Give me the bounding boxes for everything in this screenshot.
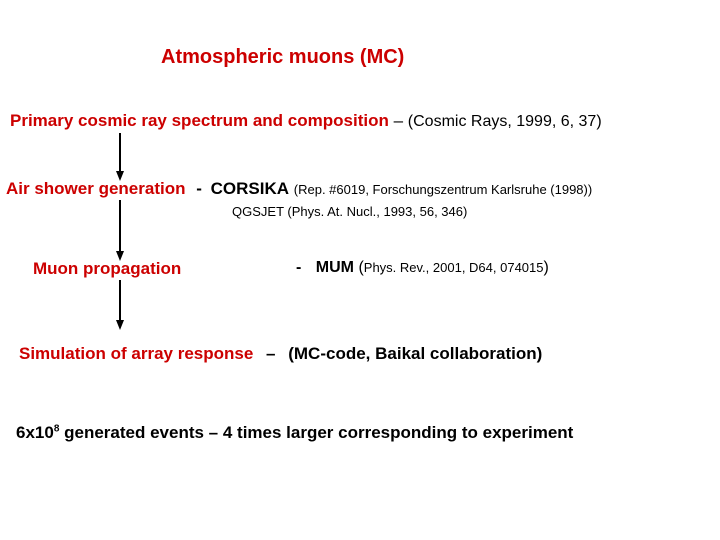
step-code: CORSIKA [210, 179, 290, 198]
step-label: Simulation of array response [19, 344, 254, 363]
page-title: Atmospheric muons (MC) [161, 46, 405, 68]
step-separator: – [393, 111, 404, 130]
summary-rest: generated events – 4 times larger corresponding to experiment [59, 423, 574, 442]
step-label: Muon propagation [33, 259, 182, 278]
step-reference: Phys. Rev., 2001, D64, 074015 [363, 260, 544, 275]
step-reference-close: ) [543, 259, 549, 276]
step-subline: QGSJET (Phys. At. Nucl., 1993, 56, 346) [232, 204, 468, 219]
step-reference: (Rep. #6019, Forschungszentrum Karlsruhe (1998)) [293, 182, 593, 197]
step-separator: – [266, 344, 276, 363]
summary-base: 6x10 [16, 423, 54, 442]
step-reference-open: ( [358, 259, 364, 276]
step-code: MUM [315, 259, 354, 276]
step-separator: - [196, 179, 202, 198]
step-reference: (MC-code, Baikal collaboration) [288, 344, 543, 363]
step-label: Air shower generation [6, 179, 186, 198]
step-label: Primary cosmic ray spectrum and composition [10, 111, 389, 130]
step-reference: (Cosmic Rays, 1999, 6, 37) [407, 113, 602, 130]
step-separator: - [296, 259, 302, 276]
summary-exponent: 8 [53, 423, 60, 435]
